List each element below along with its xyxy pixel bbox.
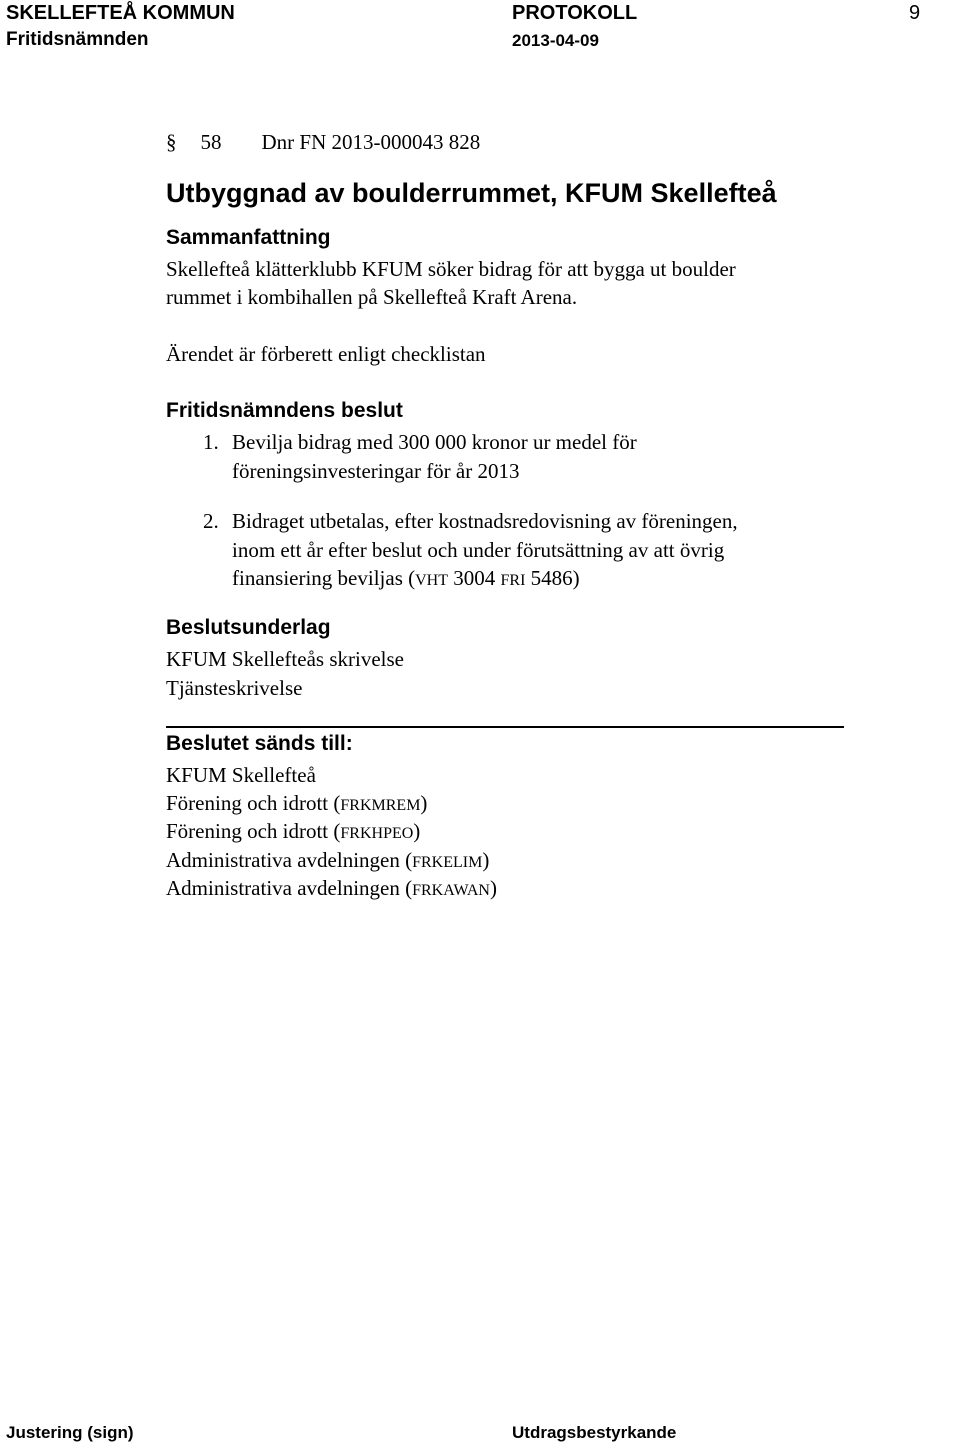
recipients-heading: Beslutet sänds till: (166, 732, 353, 755)
section-symbol: § (166, 130, 177, 154)
diary-number: Dnr FN 2013-000043 828 (261, 130, 481, 154)
page-title: Utbyggnad av boulderrummet, KFUM Skellefteå (166, 178, 777, 208)
paragraph-number: 58 (200, 130, 222, 154)
header-document-type: PROTOKOLL (512, 2, 638, 24)
footer-justering: Justering (sign) (6, 1423, 134, 1442)
account-code: VHT (415, 572, 449, 589)
recipient-item (166, 791, 427, 816)
summary-text-line: rummet i kombihallen på Skellefteå Kraft Arena. (166, 285, 578, 309)
recipient-name: Administrativa avdelningen ( (166, 876, 413, 900)
decision-item-text: Bevilja bidrag med 300 000 kronor ur medel för (232, 430, 637, 454)
text-fragment: ) (413, 819, 421, 843)
decision-item-text (232, 566, 580, 591)
paragraph-reference (166, 130, 480, 155)
recipient-code: FRKAWAN (412, 882, 490, 899)
recipient-item: KFUM Skellefteå (166, 763, 316, 787)
recipient-code: FRKMREM (340, 797, 421, 814)
text-fragment: 3004 (448, 566, 501, 590)
recipient-code: FRKHPEO (340, 825, 414, 842)
decision-item-text: inom ett år efter beslut och under förutsättning av att övrig (232, 538, 725, 562)
recipient-item (166, 819, 420, 844)
decision-item-number: 2. (203, 509, 219, 533)
recipient-item (166, 876, 497, 901)
basis-heading: Beslutsunderlag (166, 616, 331, 639)
checklist-note: Ärendet är förberett enligt checklistan (166, 342, 486, 366)
header-committee: Fritidsnämnden (6, 29, 149, 50)
summary-heading: Sammanfattning (166, 226, 331, 249)
text-fragment: ) (482, 848, 490, 872)
footer-extract-certification: Utdragsbestyrkande (512, 1423, 677, 1442)
decision-heading: Fritidsnämndens beslut (166, 399, 403, 422)
recipient-code: FRKELIM (412, 854, 483, 871)
text-fragment: finansiering beviljas ( (232, 566, 416, 590)
recipient-name: Administrativa avdelningen ( (166, 848, 413, 872)
header-date: 2013-04-09 (512, 31, 599, 50)
recipient-item (166, 848, 489, 873)
text-fragment: ) (420, 791, 428, 815)
header-organization: SKELLEFTEÅ KOMMUN (6, 2, 235, 24)
decision-item-text: föreningsinvesteringar för år 2013 (232, 459, 520, 483)
recipient-name: Förening och idrott ( (166, 819, 341, 843)
decision-item-text: Bidraget utbetalas, efter kostnadsredovisning av föreningen, (232, 509, 738, 533)
basis-item: Tjänsteskrivelse (166, 676, 303, 700)
text-fragment: ) (489, 876, 497, 900)
account-code: FRI (500, 572, 526, 589)
basis-item: KFUM Skellefteås skrivelse (166, 647, 404, 671)
text-fragment: 5486) (525, 566, 580, 590)
divider (166, 726, 844, 728)
decision-item-number: 1. (203, 430, 219, 454)
page-number: 9 (909, 2, 921, 24)
recipient-name: Förening och idrott ( (166, 791, 341, 815)
summary-text-line: Skellefteå klätterklubb KFUM söker bidrag för att bygga ut boulder (166, 257, 736, 281)
